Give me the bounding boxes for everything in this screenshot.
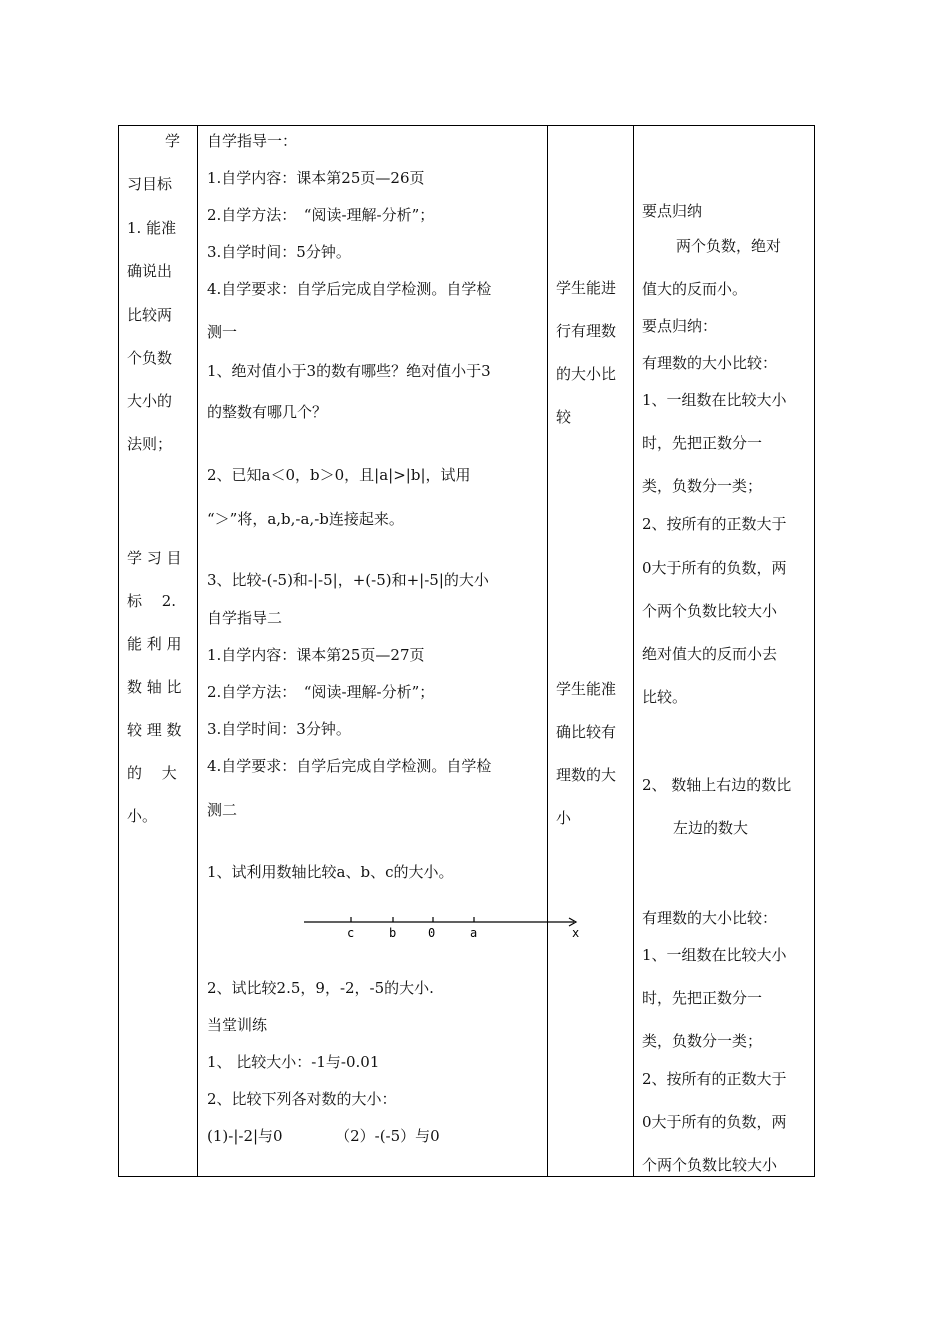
label-x: x (572, 926, 580, 940)
label-zero: 0 (428, 926, 436, 940)
objective-line: 小。 (127, 807, 158, 825)
key-point-line: 类，负数分一类； (642, 1032, 763, 1050)
column-divider (547, 126, 548, 1176)
exercise-line: 3、比较-(-5)和-|-5|，+(-5)和+|-5|的大小 (207, 571, 489, 589)
key-point-line: 2、 数轴上右边的数比 (642, 776, 792, 794)
objective-line: 习目标 (127, 175, 173, 193)
exercise-line: 2、比较下列各对数的大小： (207, 1090, 397, 1108)
objective-line: 大小的 (127, 392, 173, 410)
objective-line: 较 理 数 (127, 721, 182, 739)
exercise-line: 的整数有哪几个？ (207, 403, 328, 421)
objective-line: 个负数 (127, 349, 173, 367)
number-line (304, 913, 594, 943)
label-c: c (347, 926, 355, 940)
key-point-line: 1、一组数在比较大小 (642, 946, 787, 964)
number-line-diagram (304, 913, 594, 943)
outcome-line: 学生能准 (556, 680, 617, 698)
guidance-heading: 当堂训练 (207, 1016, 268, 1034)
lesson-table (118, 125, 815, 1177)
label-b: b (389, 926, 397, 940)
exercise-line: (1)-|-2|与0 （2）-(-5）与0 (207, 1127, 440, 1145)
key-point-heading: 要点归纳： (642, 317, 718, 335)
objective-line: 数 轴 比 (127, 678, 182, 696)
guidance-line: 4.自学要求：自学后完成自学检测。自学检 (207, 757, 492, 775)
guidance-line: 测二 (207, 801, 238, 819)
key-point-heading: 有理数的大小比较： (642, 909, 778, 927)
key-point-line: 时，先把正数分一 (642, 434, 763, 452)
outcome-line: 小 (556, 809, 572, 827)
exercise-line: “＞”将，a,b,-a,-b连接起来。 (207, 510, 404, 528)
exercise-line: 1、试利用数轴比较a、b、c的大小。 (207, 863, 454, 881)
key-point-line: 个两个负数比较大小 (642, 1156, 778, 1174)
objective-line: 1. 能准 (127, 219, 177, 237)
guidance-line: 2.自学方法： “阅读-理解-分析”； (207, 683, 435, 701)
exercise-line: 1、 比较大小：-1与-0.01 (207, 1053, 380, 1071)
outcome-line: 理数的大 (556, 766, 617, 784)
guidance-line: 3.自学时间：5分钟。 (207, 243, 351, 261)
objective-line: 学 习 目 (127, 549, 182, 567)
column-divider (633, 126, 634, 1176)
objective-line: 法则； (127, 435, 173, 453)
outcome-line: 的大小比 (556, 365, 617, 383)
guidance-heading: 自学指导一： (207, 132, 298, 150)
exercise-line: 2、试比较2.5，9，-2，-5的大小. (207, 979, 434, 997)
key-point-line: 两个负数，绝对 (676, 237, 782, 255)
key-point-line: 2、按所有的正数大于 (642, 515, 787, 533)
outcome-line: 较 (556, 408, 572, 426)
key-point-line: 比较。 (642, 688, 688, 706)
key-point-line: 类，负数分一类； (642, 477, 763, 495)
exercise-line: 2、已知a＜0，b＞0，且|a|>|b|，试用 (207, 466, 471, 484)
key-point-line: 值大的反而小。 (642, 280, 748, 298)
column-divider (197, 126, 198, 1176)
label-a: a (470, 926, 478, 940)
key-point-line: 1、一组数在比较大小 (642, 391, 787, 409)
guidance-line: 测一 (207, 323, 238, 341)
outcome-line: 学生能进 (556, 279, 617, 297)
objective-line: 的 大 (127, 764, 177, 782)
key-point-heading: 要点归纳 (642, 202, 703, 220)
key-point-line: 0大于所有的负数，两 (642, 1113, 787, 1131)
key-point-heading: 有理数的大小比较： (642, 354, 778, 372)
guidance-line: 3.自学时间：3分钟。 (207, 720, 351, 738)
objective-line: 确说出 (127, 262, 173, 280)
guidance-line: 1.自学内容：课本第25页—26页 (207, 169, 425, 187)
key-point-line: 左边的数大 (673, 819, 749, 837)
key-point-line: 0大于所有的负数，两 (642, 559, 787, 577)
key-point-line: 时，先把正数分一 (642, 989, 763, 1007)
outcome-line: 确比较有 (556, 723, 617, 741)
guidance-line: 4.自学要求：自学后完成自学检测。自学检 (207, 280, 492, 298)
objective-line: 学 (165, 132, 181, 150)
guidance-line: 1.自学内容：课本第25页—27页 (207, 646, 425, 664)
objective-line: 比较两 (127, 306, 173, 324)
key-point-line: 绝对值大的反而小去 (642, 645, 778, 663)
outcome-line: 行有理数 (556, 322, 617, 340)
guidance-line: 2.自学方法： “阅读-理解-分析”； (207, 206, 435, 224)
key-point-line: 2、按所有的正数大于 (642, 1070, 787, 1088)
exercise-line: 1、绝对值小于3的数有哪些？绝对值小于3 (207, 362, 491, 380)
objective-line: 能 利 用 (127, 635, 182, 653)
key-point-line: 个两个负数比较大小 (642, 602, 778, 620)
guidance-heading: 自学指导二 (207, 609, 283, 627)
objective-line: 标 2. (127, 592, 177, 610)
